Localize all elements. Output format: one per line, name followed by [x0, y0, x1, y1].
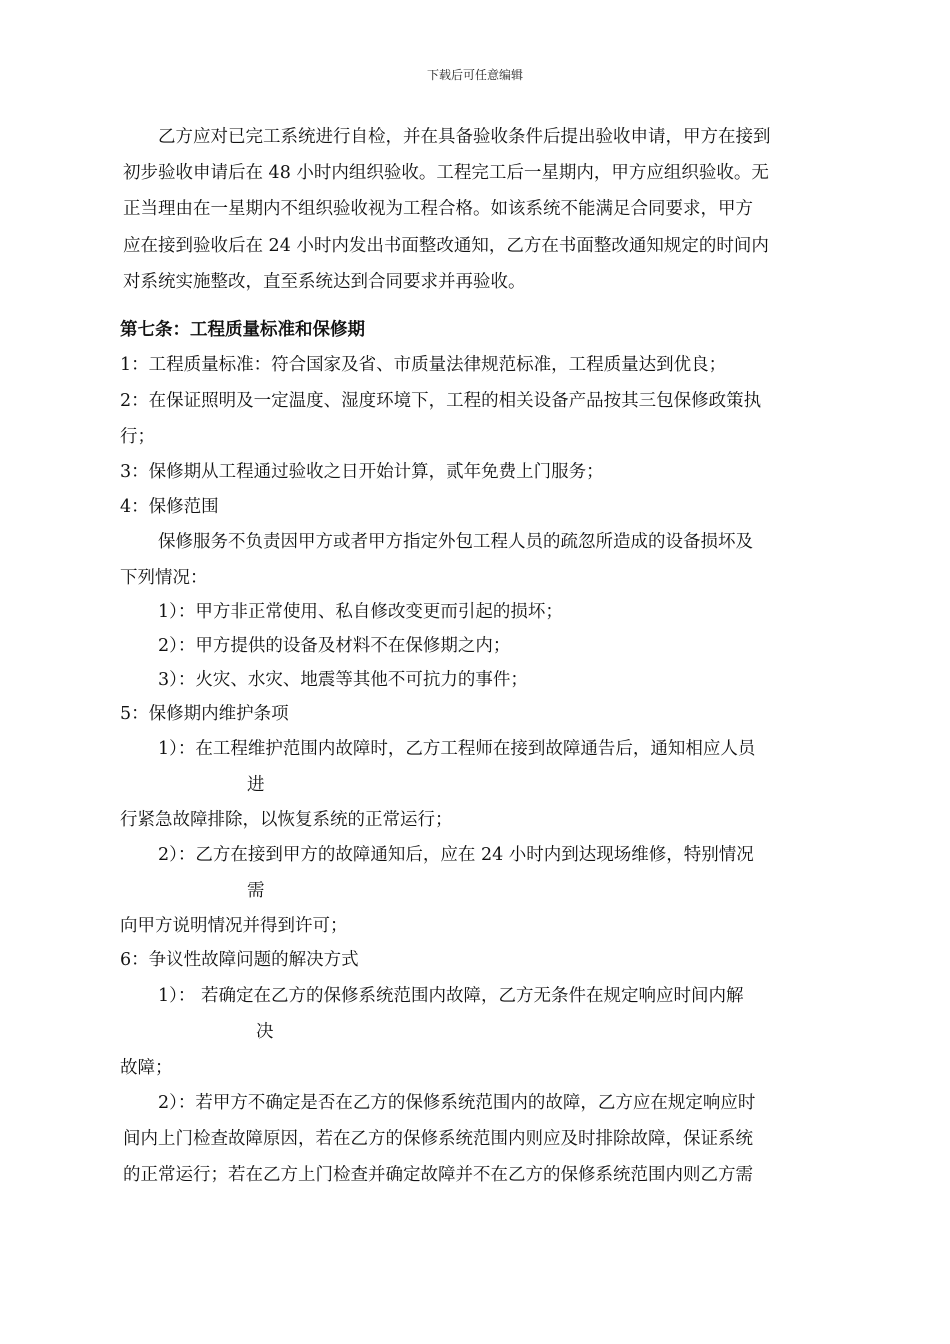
- sub-list-item-wrap: 需: [247, 881, 265, 901]
- sub-list-item: 1）：在工程维护范围内故障时，乙方工程师在接到故障通告后，通知相应人员: [158, 739, 756, 759]
- sub-list-item-wrap: 决: [256, 1022, 274, 1042]
- list-item: 5：保修期内维护条项: [120, 704, 289, 724]
- paragraph-line: 正当理由在一星期内不组织验收视为工程合格。如该系统不能满足合同要求，甲方: [123, 199, 753, 219]
- sub-list-item-continuation: 行紧急故障排除，以恢复系统的正常运行；: [120, 810, 453, 830]
- list-item: 3：保修期从工程通过验收之日开始计算，贰年免费上门服务；: [120, 462, 604, 482]
- sub-list-item-continuation: 间内上门检查故障原因，若在乙方的保修系统范围内则应及时排除故障，保证系统: [123, 1129, 753, 1149]
- sub-list-item: 2）：若甲方不确定是否在乙方的保修系统范围内的故障，乙方应在规定响应时: [158, 1093, 756, 1113]
- sub-list-item: 2）：乙方在接到甲方的故障通知后，应在 24 小时内到达现场维修，特别情况: [158, 845, 754, 865]
- paragraph-line: 保修服务不负责因甲方或者甲方指定外包工程人员的疏忽所造成的设备损坏及: [158, 532, 753, 552]
- list-item-continuation: 行；: [120, 427, 155, 447]
- paragraph-line: 应在接到验收后在 24 小时内发出书面整改通知，乙方在书面整改通知规定的时间内: [123, 236, 769, 256]
- paragraph-line: 乙方应对已完工系统进行自检，并在具备验收条件后提出验收申请，甲方在接到: [158, 127, 771, 147]
- paragraph-line: 对系统实施整改，直至系统达到合同要求并再验收。: [123, 272, 526, 292]
- list-item: 2：在保证照明及一定温度、湿度环境下，工程的相关设备产品按其三包保修政策执: [120, 391, 762, 411]
- sub-list-item-continuation: 的正常运行；若在乙方上门检查并确定故障并不在乙方的保修系统范围内则乙方需: [123, 1165, 753, 1185]
- sub-list-item-wrap: 进: [247, 775, 265, 795]
- sub-list-item: 1）： 若确定在乙方的保修系统范围内故障，乙方无条件在规定响应时间内解: [158, 986, 744, 1006]
- sub-list-item: 3）：火灾、水灾、地震等其他不可抗力的事件；: [158, 670, 528, 690]
- sub-list-item-continuation: 向甲方说明情况并得到许可；: [120, 916, 348, 936]
- sub-list-item: 1）：甲方非正常使用、私自修改变更而引起的损坏；: [158, 602, 563, 622]
- list-item: 4：保修范围: [120, 497, 219, 517]
- page-header: 下载后可任意编辑: [426, 68, 523, 82]
- list-item: 6：争议性故障问题的解决方式: [120, 950, 359, 970]
- section-heading: 第七条：工程质量标准和保修期: [120, 320, 365, 340]
- sub-list-item-continuation: 故障；: [120, 1058, 173, 1078]
- paragraph-line: 初步验收申请后在 48 小时内组织验收。工程完工后一星期内，甲方应组织验收。无: [123, 163, 769, 183]
- paragraph-line: 下列情况：: [120, 568, 208, 588]
- list-item: 1：工程质量标准：符合国家及省、市质量法律规范标准，工程质量达到优良；: [120, 355, 727, 375]
- sub-list-item: 2）：甲方提供的设备及材料不在保修期之内；: [158, 636, 511, 656]
